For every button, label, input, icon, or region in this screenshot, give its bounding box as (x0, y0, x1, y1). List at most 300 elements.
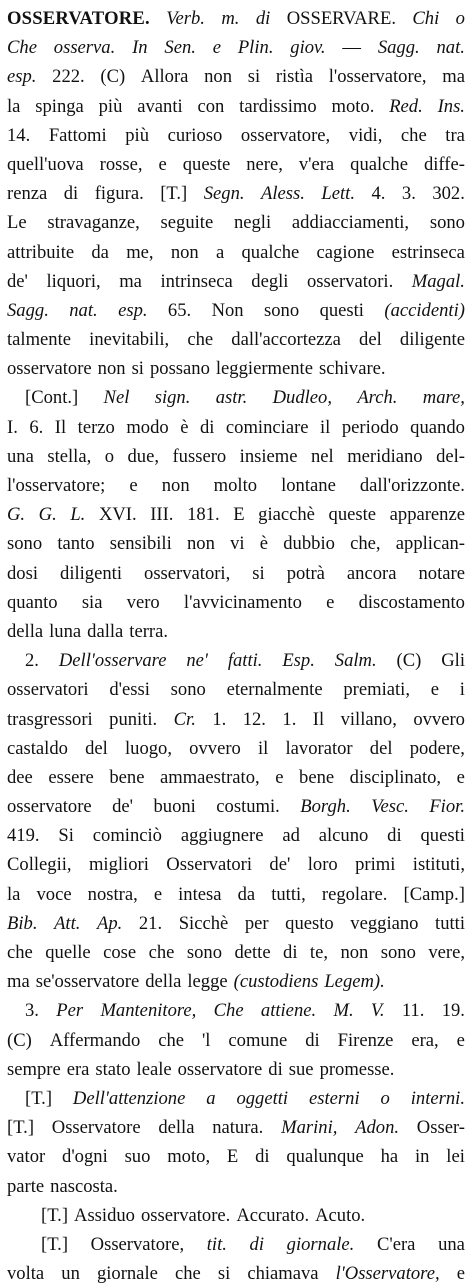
word: degli (251, 270, 289, 292)
word: ovvero (413, 708, 465, 730)
text-line (7, 354, 465, 383)
word: sono (170, 679, 206, 701)
word: Osservatore (51, 1117, 141, 1139)
word: e (129, 475, 138, 496)
dictionary-page (7, 4, 465, 1288)
word: osservatore (7, 796, 92, 818)
word: sono (429, 212, 465, 234)
word: 3. (401, 183, 416, 205)
word: veggiano (350, 912, 419, 934)
word: Che (213, 1000, 244, 1022)
word: castaldo (7, 737, 68, 759)
word: ha (380, 1146, 399, 1168)
word: avanti (137, 95, 183, 117)
word: potrà (286, 562, 325, 584)
word: estrinseca (391, 241, 465, 263)
word: l'osservatore; (7, 475, 106, 496)
word: modo (126, 416, 169, 438)
word: o (380, 1087, 390, 1109)
word: In (132, 37, 148, 59)
word: inevitabili, (89, 329, 170, 351)
word: Osservatore, (90, 1233, 185, 1255)
word: insieme (239, 445, 298, 467)
word: sono (7, 533, 43, 555)
word: e (326, 591, 335, 613)
word: L. (70, 504, 86, 526)
word: sia (81, 591, 103, 613)
text-line (7, 1055, 465, 1084)
word: [T.] (25, 1087, 53, 1109)
word: ovvero (189, 737, 241, 759)
word: d'essi (109, 679, 150, 701)
word: Il (312, 708, 325, 730)
word: osservatori, (144, 562, 231, 584)
word: che (187, 329, 214, 351)
word: Le (7, 212, 27, 234)
word: istituti, (412, 854, 465, 876)
word: v'era (298, 153, 335, 175)
word: C'era (376, 1233, 416, 1255)
word: diligenti (60, 562, 122, 584)
word: moto. (331, 95, 375, 117)
word: Salm. (334, 650, 377, 672)
word: curioso (167, 124, 223, 146)
word: queste (328, 504, 377, 526)
word: sign. (154, 387, 191, 409)
word: figura. (94, 183, 144, 205)
word: loro (307, 854, 338, 876)
word: 6. (29, 416, 44, 438)
word: voce (36, 883, 72, 905)
word: vero (126, 591, 160, 613)
word: periodo (341, 416, 399, 438)
word: leggiermente (215, 358, 313, 380)
word: nostra, (87, 883, 138, 905)
word: meridiano (347, 445, 423, 467)
word: luna (49, 620, 82, 642)
word: è (180, 416, 189, 438)
word: qualche (241, 241, 300, 263)
text-line (7, 967, 465, 996)
word: nat. (436, 37, 465, 59)
word: comune (228, 1029, 288, 1051)
word: possano (149, 358, 210, 380)
word: Legem). (324, 971, 385, 993)
word: e (456, 766, 465, 788)
word: Dell'osservare (58, 650, 167, 672)
word: Magal. (411, 270, 465, 292)
text-line (7, 325, 465, 354)
text-line (7, 1084, 465, 1113)
word: osservatori. (306, 270, 394, 292)
word: diligente (399, 329, 465, 351)
word: che (400, 124, 427, 146)
text-line (7, 471, 465, 500)
word: più (125, 124, 149, 146)
word: interni. (410, 1087, 465, 1109)
word: Accurato. (236, 1204, 310, 1226)
word: ad (282, 825, 300, 847)
word: Red. (389, 95, 423, 117)
word: 2. (25, 650, 39, 672)
word: Cr. (173, 708, 196, 730)
word: da (237, 883, 256, 905)
word: giornale. (286, 1233, 355, 1255)
word: una (7, 445, 34, 467)
word: con (197, 95, 225, 117)
word: cagione (316, 241, 375, 263)
word: sempre (7, 1058, 61, 1080)
text-line (7, 734, 465, 763)
word: 222. (52, 66, 85, 88)
word: nere, (246, 153, 283, 175)
text-line (7, 938, 465, 967)
word: di (63, 183, 79, 205)
word: non (97, 358, 126, 380)
text-line (7, 150, 465, 179)
text-line (7, 617, 465, 646)
word: cose (103, 942, 137, 963)
word: dette (234, 942, 271, 963)
word: del (85, 737, 108, 759)
word: luogo, (124, 737, 172, 759)
word: discostamento (358, 591, 465, 613)
word: in (415, 1146, 430, 1168)
word: alcuno (318, 825, 369, 847)
text-line (7, 296, 465, 325)
word: a (215, 241, 225, 263)
word: Att. (54, 912, 81, 934)
word: si (131, 358, 144, 380)
word: osservatore (177, 1058, 263, 1080)
word: dall'accortezza (231, 329, 341, 351)
word: l'osservatore, (328, 66, 427, 88)
word: l'Osservatore, (335, 1263, 440, 1285)
text-line (7, 33, 465, 62)
word: Non (211, 299, 244, 321)
word: volta (7, 1263, 45, 1285)
word: sono (264, 299, 300, 321)
word: Plin. (237, 37, 274, 59)
word: del (369, 737, 393, 759)
word: osserva. (53, 37, 116, 59)
word: disciplinato, (349, 766, 442, 788)
word: Affermando (49, 1029, 141, 1051)
word: 181. (187, 504, 220, 526)
word: giov. (290, 37, 326, 59)
word: fatti. (227, 650, 263, 672)
word: stella, (47, 445, 92, 467)
word: una (438, 1233, 465, 1255)
word: trasgressori (7, 708, 93, 730)
word: sono (186, 942, 222, 963)
word: nascosta. (50, 1175, 118, 1197)
word: schivare. (318, 358, 386, 380)
word: lei (446, 1146, 465, 1168)
word: me, (126, 241, 154, 263)
word: Firenze (337, 1029, 394, 1051)
word: vidi, (348, 124, 383, 146)
word: vator (7, 1146, 46, 1168)
word: ne' (186, 650, 208, 672)
word: terra. (129, 620, 169, 642)
word: legge (187, 971, 228, 993)
word: dalla (87, 620, 124, 642)
word: e (158, 153, 167, 175)
word: Sicchè (178, 912, 229, 934)
word: esp. (7, 66, 37, 88)
word: di (387, 825, 402, 847)
word: ristìa (275, 66, 313, 88)
word: ma (442, 66, 465, 88)
word: esterni (309, 1087, 360, 1109)
word: osservatore. (140, 1204, 231, 1226)
word: OSSERVARE. (286, 8, 396, 29)
word: un (61, 1263, 80, 1285)
word: XVI. (98, 504, 137, 526)
word: Allora (140, 66, 189, 88)
word: de' (7, 270, 28, 292)
word: di (199, 416, 215, 438)
word: Verb. (166, 8, 205, 29)
word: puniti. (109, 708, 158, 730)
word: villano, (340, 708, 397, 730)
word: de' (112, 796, 134, 818)
word: di (249, 1233, 265, 1255)
word: era (66, 1058, 90, 1080)
word: osservatori (7, 679, 89, 701)
text-line (7, 383, 465, 412)
text-line (7, 792, 465, 821)
text-line (7, 1113, 465, 1142)
word: E (226, 1146, 239, 1168)
word: rosse, (99, 153, 143, 175)
word: vere, (428, 942, 465, 963)
word: Chi (412, 8, 440, 29)
word: giornale (96, 1263, 158, 1285)
word: premiati, (343, 679, 410, 701)
word: Arch. (357, 387, 398, 409)
word: è (259, 533, 269, 555)
word: promesse. (319, 1058, 395, 1080)
word: [T.] (160, 183, 188, 205)
word: Gli (441, 650, 465, 672)
text-line (7, 442, 465, 471)
word: esp. (118, 299, 148, 321)
word: moto, (167, 1146, 211, 1168)
word: (C) (7, 1029, 32, 1051)
word: Ins. (437, 95, 465, 117)
word: stato (95, 1058, 131, 1080)
text-line (7, 850, 465, 879)
word: della (145, 971, 182, 993)
word: Vesc. (371, 796, 409, 818)
word: due, (127, 445, 159, 467)
word: Fattomi (48, 124, 107, 146)
word: G. (38, 504, 57, 526)
word: i (459, 679, 465, 701)
word: il (257, 737, 269, 759)
word: 419. (7, 825, 40, 847)
word: intrinseca (160, 270, 233, 292)
text-line (7, 62, 465, 91)
word: queste (182, 153, 231, 175)
word: chiamava (247, 1263, 319, 1285)
word: di (268, 1058, 283, 1080)
text-line (7, 1142, 465, 1171)
word: 19. (441, 1000, 465, 1022)
word: lavorator (285, 737, 353, 759)
word: più (98, 95, 123, 117)
word: [T.] (41, 1233, 69, 1255)
word: o (104, 445, 115, 467)
word: Dell'attenzione (72, 1087, 186, 1109)
word: mare, (422, 387, 465, 409)
word: 302. (432, 183, 465, 205)
word: (accidenti) (384, 299, 465, 321)
word: della (7, 620, 44, 642)
word: III. (150, 504, 174, 526)
word: quanto (7, 591, 58, 613)
word: Bib. (7, 912, 38, 934)
word: di (255, 8, 271, 29)
word: buoni (153, 796, 196, 818)
word: applican- (395, 533, 465, 555)
word: podere, (409, 737, 465, 759)
word: terzo (77, 416, 115, 438)
word: quell'uova (7, 153, 84, 175)
word: osservatore (7, 358, 92, 380)
word: Ap. (96, 912, 123, 934)
word: astr. (215, 387, 248, 409)
word: e (212, 37, 221, 59)
word: 4. (371, 183, 386, 205)
text-line (7, 413, 465, 442)
word: osservatore, (240, 124, 331, 146)
word: tit. (206, 1233, 227, 1255)
text-line (7, 588, 465, 617)
word: essere (48, 766, 94, 788)
word: Si (58, 825, 74, 847)
word: suo (124, 1146, 151, 1168)
word: sono (380, 942, 416, 963)
word: questo (285, 912, 334, 934)
word: primi (355, 854, 396, 876)
word: di (305, 1029, 320, 1051)
word: non (186, 533, 215, 555)
word: notare (418, 562, 465, 584)
text-line (7, 529, 465, 558)
word: quelle (45, 942, 91, 963)
word: molto (213, 475, 258, 496)
word: seguite (160, 212, 214, 234)
word: [Cont.] (25, 387, 79, 409)
word: fussero (172, 445, 227, 467)
word: del- (436, 445, 465, 467)
word: nel (311, 445, 334, 467)
word: tanto (57, 533, 95, 555)
word: dosi (7, 562, 38, 584)
word: lontane (281, 475, 336, 496)
word: dall'orizzonte. (359, 475, 465, 496)
word: della (158, 1117, 195, 1139)
word: e (456, 1029, 465, 1051)
word: dubbio (283, 533, 335, 555)
word: che (158, 1029, 185, 1051)
word: bene (109, 766, 145, 788)
word: questi (319, 299, 364, 321)
word: spinga (35, 95, 84, 117)
word: Fior. (429, 796, 465, 818)
word: qualche (350, 153, 408, 175)
word: Dudleo, (272, 387, 332, 409)
word: aggiugnere (180, 825, 264, 847)
text-line (7, 1201, 465, 1230)
text-line (7, 500, 465, 529)
word: ma (119, 270, 142, 292)
word: si (247, 66, 261, 88)
word: qualunque (286, 1146, 364, 1168)
text-line (7, 646, 465, 675)
word: si (252, 562, 265, 584)
word: giacchè (258, 504, 315, 526)
word: Segn. (203, 183, 245, 205)
word: non (204, 66, 232, 88)
word: talmente (7, 329, 72, 351)
word: e (430, 679, 439, 701)
word: 1. (212, 708, 227, 730)
word: (C) (100, 66, 126, 88)
word: natura. (212, 1117, 264, 1139)
word: Nel (103, 387, 130, 409)
word: 21. (138, 912, 163, 934)
text-line (7, 92, 465, 121)
word: (custodiens (233, 971, 319, 993)
word: che (148, 942, 175, 963)
word: 1. (282, 708, 297, 730)
word: Collegii, (7, 854, 72, 876)
word: liquori, (46, 270, 101, 292)
word: Osservatori (166, 854, 253, 876)
word: Osser- (416, 1117, 465, 1139)
word: cominciare (225, 416, 309, 438)
word: I. (7, 416, 18, 438)
word: 12. (242, 708, 266, 730)
text-line (7, 4, 465, 33)
text-line (7, 880, 465, 909)
word: Il (54, 416, 67, 438)
word: era, (411, 1029, 439, 1051)
word: 11. (401, 1000, 425, 1022)
word: Mantenitore, (100, 1000, 197, 1022)
word: e (153, 883, 163, 905)
word: Che (7, 37, 37, 59)
word: Per (56, 1000, 84, 1022)
word: se'osservatore (35, 971, 140, 993)
word: vi (230, 533, 245, 555)
word: costumi. (216, 796, 280, 818)
word: la (7, 883, 21, 905)
word: dee (7, 766, 33, 788)
word: renza (7, 183, 48, 205)
word: [Camp.] (403, 883, 465, 905)
text-line (7, 763, 465, 792)
word: tutti (435, 912, 465, 934)
word: Sen. (164, 37, 196, 59)
word: a (206, 1087, 216, 1109)
word: che (174, 1263, 201, 1285)
word: Acuto. (315, 1204, 366, 1226)
